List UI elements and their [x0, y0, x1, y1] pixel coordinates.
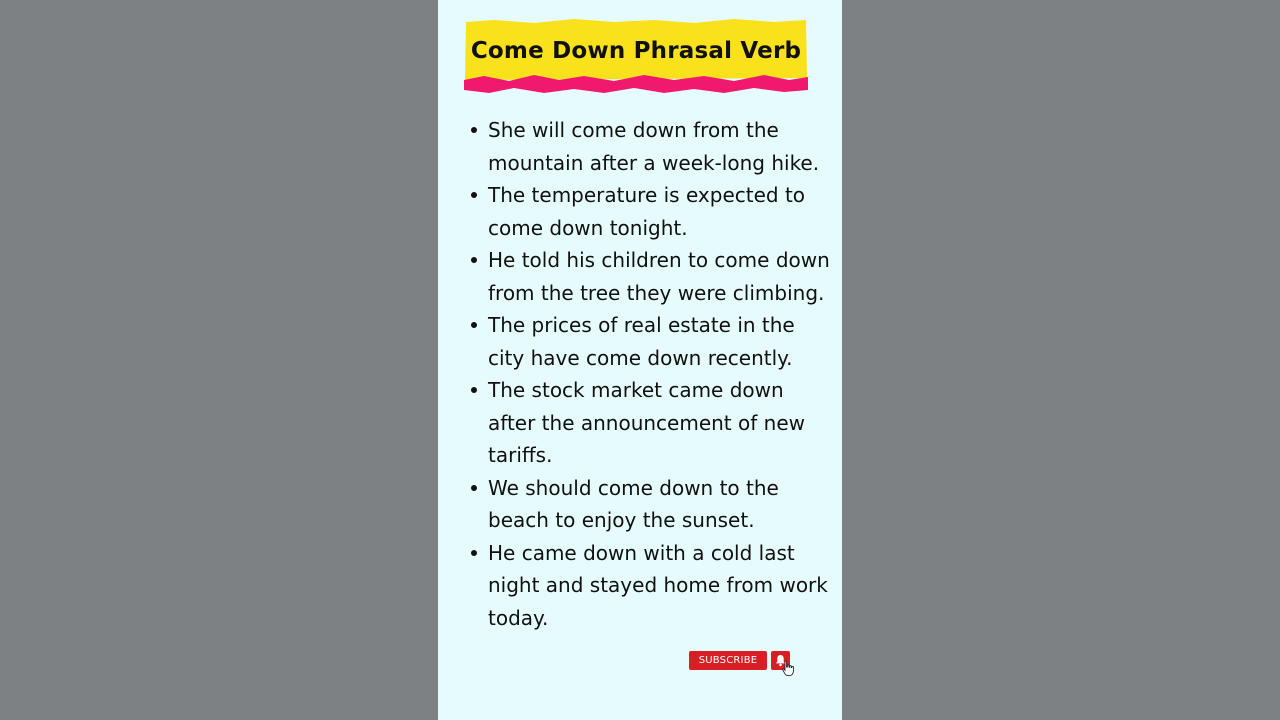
subscribe-button[interactable]: SUBSCRIBE — [689, 651, 767, 670]
bullet-icon — [471, 257, 477, 263]
bullet-icon — [471, 485, 477, 491]
example-sentences-list — [464, 114, 834, 634]
bullet-icon — [471, 387, 477, 393]
sentence-text: He told his children to come down from the tree they were climbing. — [488, 248, 830, 305]
page-title: Come Down Phrasal Verb — [470, 38, 802, 64]
list-item — [464, 244, 834, 309]
content-card — [438, 0, 842, 720]
right-blurred-background — [842, 0, 1280, 720]
sentence-text: The temperature is expected to come down tonight. — [488, 183, 806, 240]
list-item — [464, 309, 834, 374]
sentence-text: The prices of real estate in the city have come down recently. — [488, 313, 795, 370]
bullet-icon — [471, 550, 477, 556]
sentence-text: She will come down from the mountain after a week-long hike. — [488, 118, 820, 175]
bullet-icon — [471, 192, 477, 198]
left-blurred-background — [0, 0, 438, 720]
list-item — [464, 537, 834, 635]
title-banner — [464, 18, 808, 94]
bullet-icon — [471, 322, 477, 328]
sentence-text: He came down with a cold last night and stayed home from work today. — [488, 540, 828, 630]
bullet-icon — [471, 127, 477, 133]
list-item — [464, 179, 834, 244]
list-item — [464, 472, 834, 537]
list-item — [464, 374, 834, 472]
sentence-text: We should come down to the beach to enjoy the sunset. — [488, 475, 779, 532]
sentence-text: The stock market came down after the announcement of new tariffs. — [488, 378, 805, 467]
hand-pointer-icon — [782, 660, 796, 677]
list-item — [464, 114, 834, 179]
